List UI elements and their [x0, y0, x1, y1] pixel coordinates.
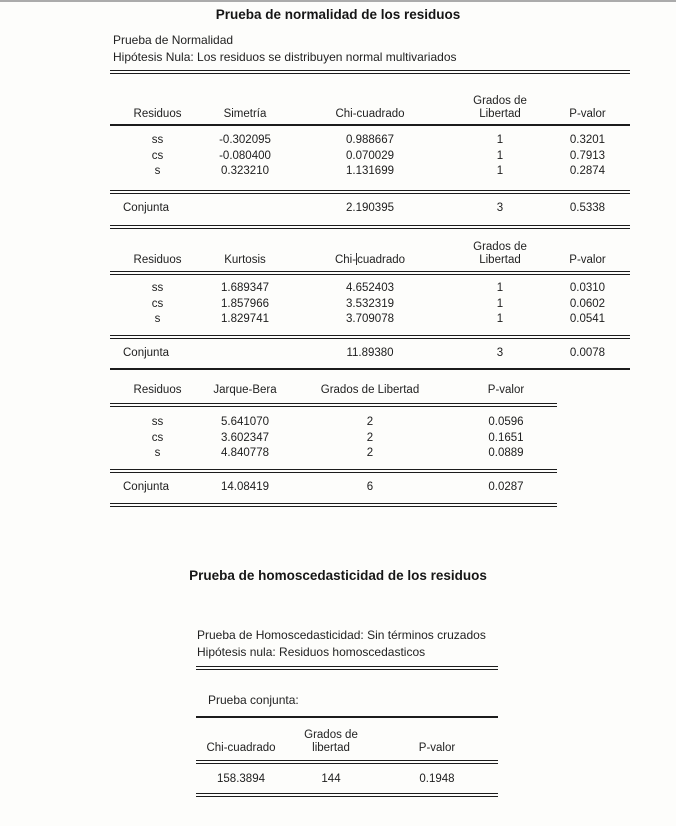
- df-value: 1: [496, 149, 504, 162]
- col-header-p-valor: P-valor: [418, 742, 456, 754]
- df-value: 1: [496, 297, 504, 310]
- df-value: 3: [496, 202, 504, 214]
- joint-test-label: Prueba conjunta:: [208, 693, 299, 707]
- col-header-jarque-bera: Jarque-Bera: [213, 384, 277, 396]
- jarque-bera-joint-row: [110, 480, 557, 496]
- col-header-grados-libertad: Grados de Libertad: [320, 384, 420, 396]
- symmetry-value: 0.323210: [221, 165, 269, 177]
- df-value: 2: [366, 447, 374, 459]
- residual-name: cs: [151, 297, 164, 310]
- residual-name: cs: [151, 431, 164, 444]
- col-header-simetria: Simetría: [223, 108, 267, 120]
- table-row: [110, 415, 557, 431]
- p-value: 0.0602: [569, 297, 606, 310]
- df-value: 3: [496, 347, 504, 359]
- p-value: 0.1651: [488, 431, 524, 444]
- df-value: 1: [496, 134, 504, 146]
- homoscedasticity-test-label: Prueba de Homoscedasticidad: Sin términos cruzados: [197, 628, 486, 642]
- homoscedasticity-section-title: Prueba de homoscedasticidad de los residuos: [189, 568, 487, 583]
- empty-cell: [205, 201, 285, 217]
- residual-name: s: [154, 447, 161, 459]
- kurtosis-value: 1.857966: [221, 297, 269, 310]
- table-row: [110, 149, 630, 165]
- chi-square-value: 0.070029: [346, 149, 394, 162]
- col-header-chi-cuadrado: Chi-cuadrado: [335, 108, 405, 120]
- df-value: 1: [496, 165, 504, 177]
- kurtosis-table-body: [110, 281, 630, 328]
- p-value: 0.3201: [569, 134, 606, 146]
- table-row: [110, 164, 630, 180]
- residual-name: s: [154, 165, 161, 177]
- p-value: 0.0889: [488, 447, 524, 459]
- chi-square-value: 4.652403: [346, 282, 394, 294]
- col-header-p-valor: P-valor: [569, 108, 606, 120]
- libertad-line: libertad: [312, 742, 350, 754]
- p-value: 0.0078: [569, 347, 606, 359]
- libertad-line: Libertad: [479, 108, 521, 120]
- rule-end-homoscedasticity-table: [196, 793, 498, 797]
- window-top-edge: [0, 0, 676, 2]
- libertad-line: Libertad: [479, 254, 521, 266]
- col-header-residuos: Residuos: [133, 108, 182, 120]
- rule-under-homoscedasticity-header: [196, 760, 498, 764]
- col-header-grados-libertad: [455, 95, 545, 124]
- rule-top-homoscedasticity-table: [196, 666, 498, 670]
- jarque-bera-table-header: [110, 380, 557, 400]
- chi-square-value: 2.190395: [346, 202, 394, 214]
- df-value: 144: [321, 773, 341, 785]
- col-header-chi-cuadrado: Chi-cuadrado: [206, 742, 276, 754]
- p-value: 0.2874: [569, 165, 606, 177]
- symmetry-table-header: [110, 86, 630, 124]
- df-value: 1: [496, 282, 504, 294]
- table-row: [110, 312, 630, 328]
- kurtosis-value: 1.689347: [221, 282, 269, 294]
- chi-square-value: 3.709078: [346, 313, 394, 325]
- chi-square-value: 0.988667: [346, 134, 394, 146]
- jarque-bera-table-body: [110, 415, 557, 462]
- rule-under-symmetry-header: [110, 124, 630, 126]
- homoscedasticity-null-hypothesis: Hipótesis nula: Residuos homoscedasticos: [197, 645, 426, 659]
- chi-square-value: 1.131699: [346, 165, 394, 177]
- chi-square-value: 11.89380: [346, 347, 394, 359]
- df-value: 2: [366, 416, 374, 428]
- homoscedasticity-table-header: [196, 724, 498, 758]
- col-header-kurtosis: Kurtosis: [224, 254, 266, 266]
- p-value: 0.0287: [488, 481, 524, 493]
- joint-label: Conjunta: [123, 347, 170, 359]
- rule-above-symmetry-joint: [110, 190, 630, 194]
- grados-de-line: Grados de: [473, 241, 527, 253]
- p-value: 0.5338: [569, 202, 606, 214]
- jarque-bera-value: 14.08419: [221, 481, 269, 493]
- rule-above-jarque-bera-joint: [110, 469, 557, 473]
- symmetry-joint-row: [110, 201, 630, 217]
- jarque-bera-value: 4.840778: [221, 447, 269, 459]
- p-value: 0.1948: [419, 773, 455, 785]
- chi-square-value: 158.3894: [217, 773, 265, 785]
- normality-section-title: Prueba de normalidad de los residuos: [215, 7, 461, 22]
- residual-name: ss: [151, 282, 164, 294]
- table-row: [110, 431, 557, 447]
- empty-cell: [205, 346, 285, 362]
- table-row: [110, 446, 557, 462]
- p-value: 0.0596: [488, 416, 524, 428]
- p-value: 0.0310: [569, 282, 606, 294]
- normality-null-hypothesis: Hipótesis Nula: Los residuos se distribuyen normal multivariados: [113, 50, 457, 64]
- rule-above-kurtosis-joint: [110, 335, 630, 339]
- rule-end-symmetry-table: [110, 225, 630, 229]
- homoscedasticity-result-row: [196, 772, 498, 788]
- grados-de-line: Grados de: [473, 95, 527, 107]
- jarque-bera-value: 5.641070: [221, 416, 269, 428]
- table-row: [110, 133, 630, 149]
- joint-label: Conjunta: [123, 481, 170, 493]
- rule-end-kurtosis-table: [110, 368, 630, 370]
- df-value: 1: [496, 313, 504, 325]
- table-row: [110, 297, 630, 313]
- rule-under-joint-test-label: [196, 716, 498, 718]
- col-header-chi-cuadrado: [285, 254, 455, 270]
- normality-test-label: Prueba de Normalidad: [113, 33, 234, 47]
- rule-under-kurtosis-header: [110, 271, 630, 275]
- residual-name: cs: [151, 149, 164, 162]
- kurtosis-value: 1.829741: [221, 313, 269, 325]
- residual-name: ss: [151, 134, 164, 146]
- chi-header-part2: cuadrado: [357, 254, 406, 266]
- residual-name: s: [154, 313, 161, 325]
- symmetry-value: -0.302095: [219, 134, 271, 146]
- table-row: [110, 281, 630, 297]
- chi-header-part1: Chi-: [334, 254, 357, 266]
- rule-top-symmetry-table: [110, 70, 630, 74]
- chi-square-value: 3.532319: [346, 297, 394, 310]
- p-value: 0.0541: [569, 313, 606, 325]
- residual-name: ss: [151, 416, 164, 428]
- col-header-residuos: Residuos: [133, 384, 182, 396]
- kurtosis-table-header: [110, 234, 630, 270]
- col-header-grados-libertad: [286, 729, 376, 758]
- symmetry-table-body: [110, 133, 630, 180]
- col-header-p-valor: P-valor: [569, 254, 606, 266]
- col-header-p-valor: P-valor: [487, 384, 525, 396]
- rule-under-jarque-bera-header: [110, 403, 557, 407]
- col-header-residuos: Residuos: [133, 254, 182, 266]
- joint-label: Conjunta: [123, 202, 170, 214]
- kurtosis-joint-row: [110, 346, 630, 362]
- df-value: 2: [366, 431, 374, 444]
- df-value: 6: [366, 481, 374, 493]
- grados-de-line: Grados de: [304, 729, 358, 741]
- p-value: 0.7913: [569, 149, 606, 162]
- col-header-grados-libertad: [455, 241, 545, 270]
- jarque-bera-value: 3.602347: [221, 431, 269, 444]
- symmetry-value: -0.080400: [219, 149, 271, 162]
- rule-end-jarque-bera-table: [110, 503, 557, 507]
